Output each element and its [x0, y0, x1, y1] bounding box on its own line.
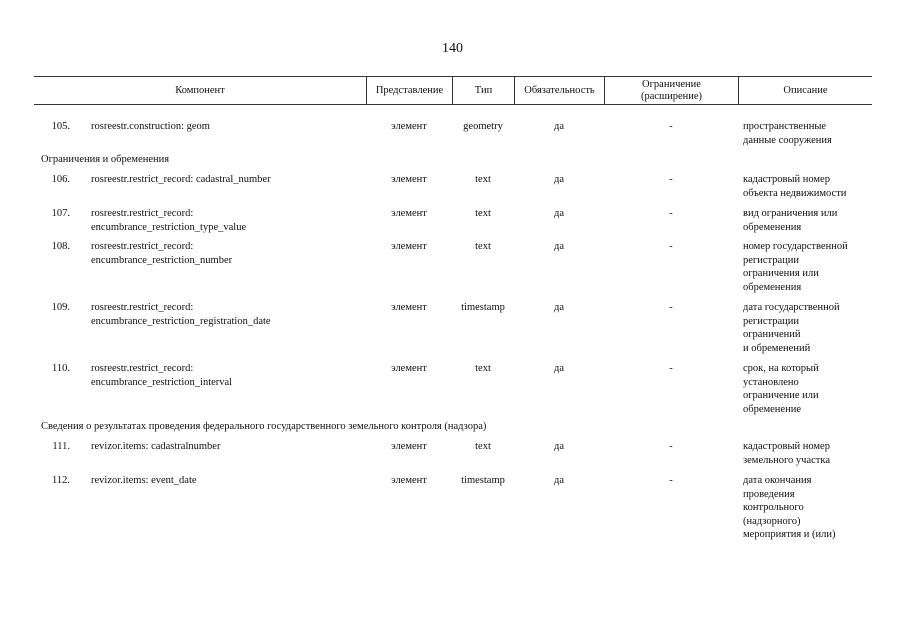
type-value-line: text: [475, 241, 491, 252]
representation-value-line: элемент: [391, 241, 427, 252]
description-text-line: кадастровый номер: [743, 441, 830, 452]
required-value-line: да: [553, 174, 564, 185]
row-number: [34, 173, 70, 187]
restriction-value: [604, 120, 738, 134]
required-value-line: да: [553, 363, 564, 374]
description-text-line: регистрации: [743, 315, 799, 327]
component-name-line: encumbrance_restriction_interval: [91, 376, 233, 388]
description-text-line: данные сооружения: [743, 134, 832, 146]
row-number: [34, 301, 70, 315]
component-name-line: encumbrance_restriction_number: [91, 254, 233, 266]
representation-value: [366, 173, 452, 187]
representation-value: [366, 474, 452, 488]
representation-value: [366, 207, 452, 221]
restriction-value-line: -: [669, 363, 673, 374]
required-value-line: да: [553, 441, 564, 452]
header-restriction: [605, 77, 738, 104]
required-value: [514, 362, 604, 376]
representation-value: [366, 240, 452, 254]
required-value-line: да: [553, 241, 564, 252]
type-value-line: geometry: [463, 121, 503, 132]
component-name-line: rosreestr.restrict_record:: [91, 363, 194, 374]
header-required: Обязательность: [524, 84, 595, 96]
type-value-line: text: [475, 363, 491, 374]
restriction-value-line: -: [669, 208, 673, 219]
type-value: [452, 173, 514, 187]
component-name-line: encumbrance_restriction_registration_date: [91, 315, 271, 327]
restriction-value-line: -: [669, 441, 673, 452]
representation-value: [366, 362, 452, 376]
restriction-value: [604, 474, 738, 488]
row-number: [34, 440, 70, 454]
restriction-value: [604, 173, 738, 187]
description-text-line: номер государственной: [743, 241, 848, 252]
restriction-value-line: -: [669, 302, 673, 313]
description-text-line: кадастровый номер: [743, 174, 830, 185]
row-number-line: 107.: [51, 208, 70, 219]
representation-value-line: элемент: [391, 441, 427, 452]
restriction-value-line: -: [669, 121, 673, 132]
component-name-line: rosreestr.restrict_record:: [91, 302, 194, 313]
component-name: [91, 207, 366, 234]
description-text-line: обременения: [743, 281, 802, 293]
description-text-line: установлено: [743, 376, 799, 388]
row-number-line: 106.: [51, 174, 70, 185]
description-text: [743, 240, 872, 294]
row-number: [34, 120, 70, 134]
required-value: [514, 301, 604, 315]
restriction-value-line: -: [669, 241, 673, 252]
row-number-line: 109.: [51, 302, 70, 313]
required-value-line: да: [553, 302, 564, 313]
component-name: [91, 240, 366, 267]
description-text: [743, 362, 872, 416]
header-restriction-line: Ограничение: [642, 78, 701, 90]
component-name: [91, 362, 366, 389]
type-value-line: text: [475, 174, 491, 185]
restriction-value: [604, 207, 738, 221]
component-name-line: rosreestr.restrict_record: cadastral_number: [91, 174, 271, 185]
required-value-line: да: [553, 475, 564, 486]
row-number-line: 111.: [52, 441, 70, 452]
description-text-line: (надзорного): [743, 515, 801, 527]
component-name: [91, 173, 366, 187]
description-text: [743, 120, 872, 147]
description-text-line: обременение: [743, 403, 801, 415]
required-value: [514, 120, 604, 134]
description-text-line: вид ограничения или: [743, 208, 838, 219]
required-value-line: да: [553, 121, 564, 132]
component-name-line: revizor.items: cadastralnumber: [91, 441, 221, 452]
representation-value: [366, 440, 452, 454]
type-value: [452, 301, 514, 315]
representation-value-line: элемент: [391, 208, 427, 219]
required-value: [514, 173, 604, 187]
header-restriction-line: (расширение): [640, 90, 703, 102]
row-number-line: 108.: [51, 241, 70, 252]
page-number: 140: [442, 41, 463, 56]
row-number: [34, 474, 70, 488]
representation-value: [366, 120, 452, 134]
type-value: [452, 440, 514, 454]
component-name-line: revizor.items: event_date: [91, 475, 197, 486]
description-text-line: земельного участка: [743, 454, 830, 466]
description-text-line: и обременений: [743, 342, 811, 354]
type-value: [452, 474, 514, 488]
header-description: Описание: [783, 84, 828, 96]
row-number-line: 110.: [52, 363, 70, 374]
type-value-line: timestamp: [461, 475, 505, 486]
component-name-line: rosreestr.construction: geom: [91, 121, 210, 132]
component-name: [91, 474, 366, 488]
table-header-rule: [34, 104, 872, 105]
restriction-value: [604, 440, 738, 454]
type-value: [452, 120, 514, 134]
description-text-line: ограничений: [743, 329, 801, 341]
type-value-line: text: [475, 441, 491, 452]
required-value-line: да: [553, 208, 564, 219]
description-text-line: проведения: [743, 488, 795, 500]
description-text-line: пространственные: [743, 121, 827, 132]
required-value: [514, 240, 604, 254]
component-name-line: encumbrance_restriction_type_value: [91, 221, 247, 233]
representation-value-line: элемент: [391, 121, 427, 132]
description-text: [743, 301, 872, 355]
required-value: [514, 440, 604, 454]
description-text-line: контрольного: [743, 502, 804, 514]
description-text: [743, 474, 872, 542]
component-name: [91, 440, 366, 454]
row-number: [34, 362, 70, 376]
section-title: Сведения о результатах проведения федерального государственного земельного контроля (надзора): [41, 421, 487, 432]
component-name: [91, 120, 366, 134]
description-text: [743, 207, 872, 234]
description-text-line: срок, на который: [743, 363, 819, 374]
type-value: [452, 240, 514, 254]
type-value-line: text: [475, 208, 491, 219]
row-number: [34, 240, 70, 254]
component-name-line: rosreestr.restrict_record:: [91, 208, 194, 219]
description-text-line: обременения: [743, 221, 802, 233]
restriction-value-line: -: [669, 475, 673, 486]
component-name-line: rosreestr.restrict_record:: [91, 241, 194, 252]
type-value-line: timestamp: [461, 302, 505, 313]
component-name: [91, 301, 366, 328]
description-text: [743, 173, 872, 200]
description-text: [743, 440, 872, 467]
description-text-line: дата окончания: [743, 475, 812, 486]
representation-value-line: элемент: [391, 302, 427, 313]
restriction-value: [604, 362, 738, 376]
required-value: [514, 207, 604, 221]
representation-value-line: элемент: [391, 363, 427, 374]
type-value: [452, 362, 514, 376]
representation-value-line: элемент: [391, 174, 427, 185]
restriction-value-line: -: [669, 174, 673, 185]
header-type: Тип: [474, 84, 493, 96]
restriction-value: [604, 301, 738, 315]
description-text-line: дата государственной: [743, 302, 840, 313]
header-component: Компонент: [175, 84, 225, 96]
row-number-line: 105.: [51, 121, 70, 132]
representation-value-line: элемент: [391, 475, 427, 486]
row-number: [34, 207, 70, 221]
row-number-line: 112.: [52, 475, 70, 486]
description-text-line: регистрации: [743, 254, 799, 266]
description-text-line: мероприятия и (или): [743, 529, 836, 541]
section-title: Ограничения и обременения: [41, 154, 170, 165]
restriction-value: [604, 240, 738, 254]
representation-value: [366, 301, 452, 315]
header-representation: Представление: [375, 84, 444, 96]
description-text-line: ограничения или: [743, 268, 819, 280]
description-text-line: объекта недвижимости: [743, 187, 847, 199]
description-text-line: ограничение или: [743, 390, 819, 402]
required-value: [514, 474, 604, 488]
type-value: [452, 207, 514, 221]
